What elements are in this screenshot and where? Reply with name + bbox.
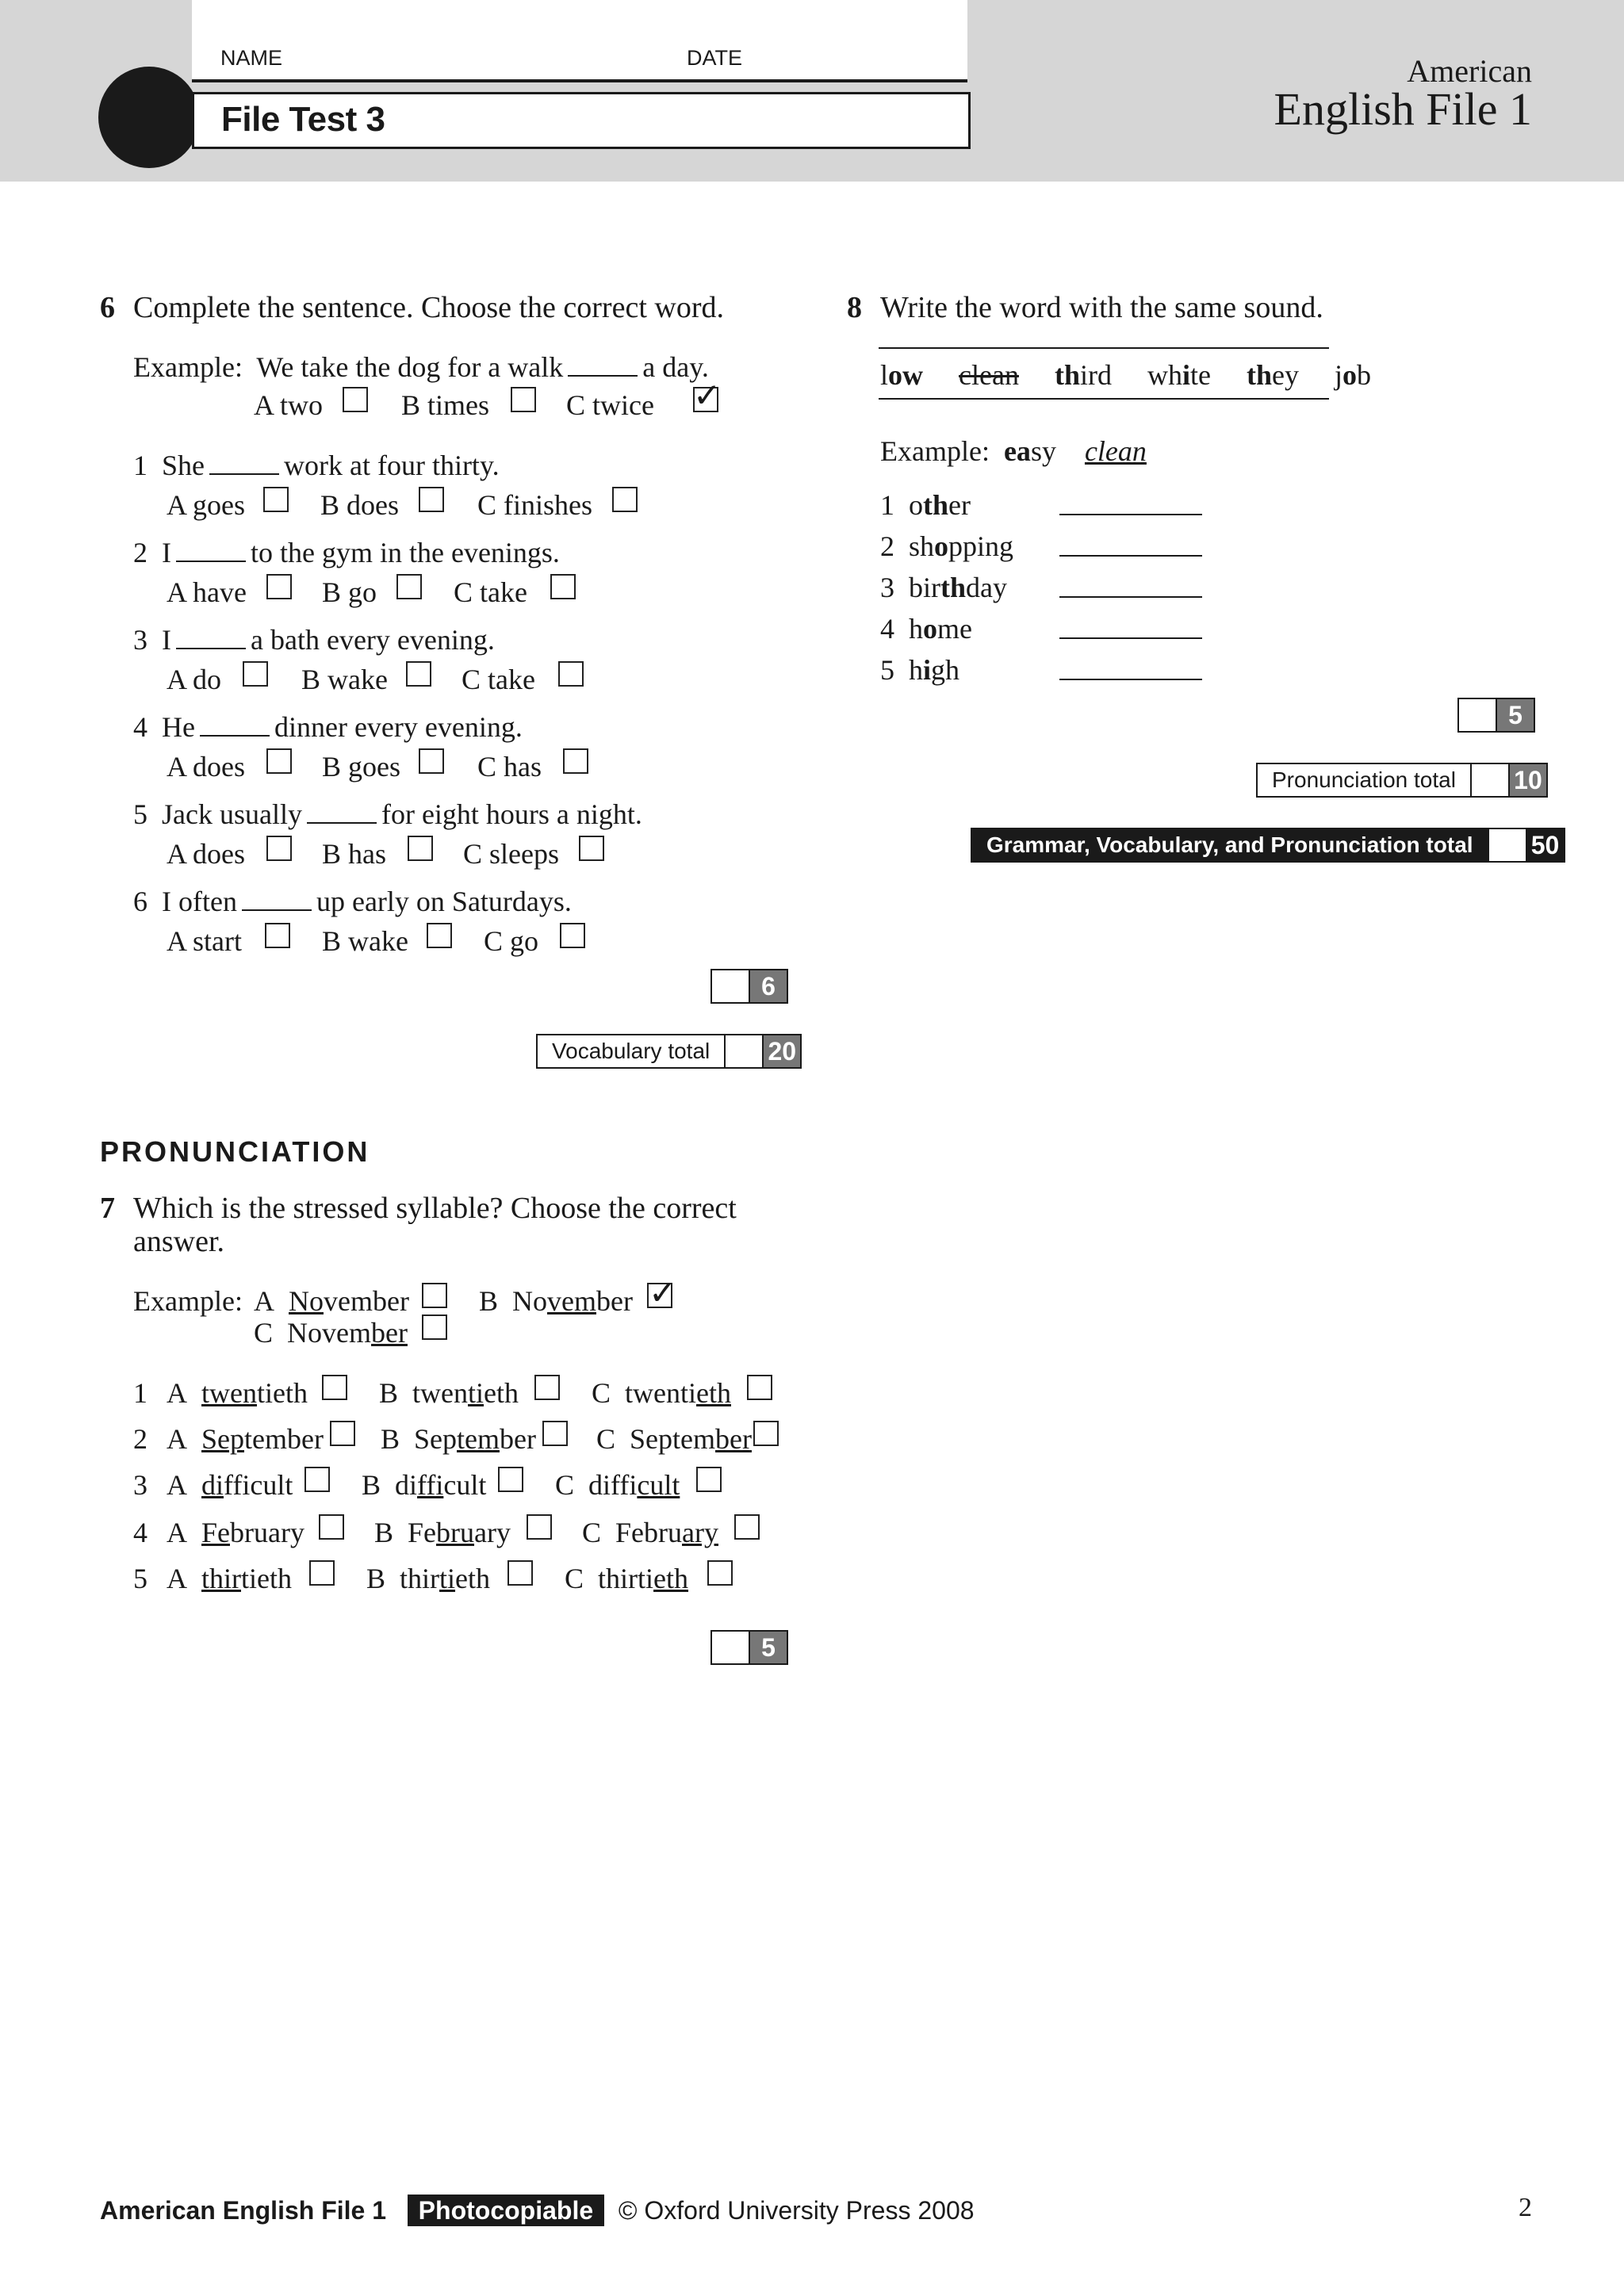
pronunciation-total-value: 10 [1510, 764, 1546, 796]
q8-item-1: 1 other [880, 489, 971, 521]
title-box [192, 92, 971, 149]
score-entry[interactable] [712, 1632, 750, 1663]
name-label: NAME [220, 46, 283, 70]
answer-blank [568, 375, 638, 377]
q6-item-6-option-c: C go [484, 925, 539, 957]
word-box-item: job [1334, 359, 1371, 391]
q7-item-1-option-a: A twentieth [167, 1377, 308, 1409]
q6-item-2-option-b: B go [322, 576, 377, 608]
q7-item-1-number: 1 [133, 1377, 147, 1409]
q7-item-1-option-b: B twentieth [379, 1377, 519, 1409]
word-box-item: white [1147, 359, 1211, 391]
q6-item-2-option-c: C take [454, 576, 527, 608]
q7-example-option-a: A November [254, 1285, 409, 1317]
q6-item-6-checkbox-b[interactable] [427, 923, 452, 948]
q7-item-1-checkbox-a[interactable] [322, 1375, 347, 1400]
q6-item-6-checkbox-a[interactable] [265, 923, 290, 948]
q7-instruction-line2: answer. [133, 1225, 225, 1258]
q7-number: 7 [100, 1192, 115, 1225]
q7-item-2-option-a: A September [167, 1423, 324, 1455]
q6-item-2-checkbox-a[interactable] [266, 574, 292, 599]
q6-item-6-checkbox-c[interactable] [560, 923, 585, 948]
q7-item-5-option-c: C thirtieth [565, 1563, 689, 1594]
footer [100, 2196, 975, 2225]
q7-example-checkbox-c[interactable] [422, 1314, 447, 1340]
q6-example-option-a: A two [254, 389, 324, 421]
q6-item-2-checkbox-c[interactable] [550, 574, 576, 599]
example-before: We take the dog for a walk [256, 351, 564, 383]
q7-item-3-number: 3 [133, 1469, 147, 1501]
q8-score-box [1457, 698, 1535, 733]
q8-example-answer: clean [1084, 435, 1147, 467]
brand-line2: English File 1 [1274, 83, 1532, 135]
q6-item-3-checkbox-b[interactable] [406, 661, 431, 687]
q8-example: Example: easy clean [880, 435, 1147, 467]
word-box-top-rule [879, 347, 1329, 349]
q6-instruction: Complete the sentence. Choose the correct word. [133, 291, 724, 324]
q7-item-5-option-b: B thirtieth [366, 1563, 491, 1594]
check-mark-icon: ✓ [649, 1273, 677, 1312]
grand-total-label: Grammar, Vocabulary, and Pronunciation total [972, 829, 1489, 861]
q7-item-4-option-b: B February [374, 1517, 511, 1548]
score-value: 5 [750, 1632, 787, 1663]
q6-item-5: 5 Jack usually for eight hours a night. [133, 798, 642, 830]
q8-item-5-answer-line[interactable] [1059, 679, 1202, 680]
q6-item-3-option-c: C take [462, 664, 535, 695]
q7-item-3-option-b: B difficult [362, 1469, 487, 1501]
q7-score-box [710, 1630, 788, 1665]
q7-item-1-option-c: C twentieth [592, 1377, 731, 1409]
q7-item-2-option-c: C September [596, 1423, 752, 1455]
q6-item-6: 6 I often up early on Saturdays. [133, 886, 572, 917]
brand-line1: American [1407, 53, 1532, 89]
word-box-item: low [880, 359, 924, 391]
check-mark-icon: ✓ [693, 376, 722, 415]
q8-item-5: 5 high [880, 654, 960, 686]
page-title: File Test 3 [221, 100, 385, 139]
q6-item-3-option-b: B wake [301, 664, 388, 695]
word-box-bottom-rule [879, 398, 1329, 400]
score-entry[interactable] [1459, 699, 1497, 731]
q8-number: 8 [847, 291, 862, 324]
q7-item-3-checkbox-c[interactable] [696, 1467, 722, 1492]
photocopiable-badge: Photocopiable [408, 2195, 604, 2226]
q8-item-4: 4 home [880, 613, 972, 645]
q6-item-1-checkbox-b[interactable] [419, 487, 444, 512]
q6-item-4-checkbox-a[interactable] [266, 748, 292, 774]
q6-item-3-checkbox-a[interactable] [243, 661, 268, 687]
q6-item-1-checkbox-a[interactable] [263, 487, 289, 512]
q6-item-5-option-a: A does [167, 838, 245, 870]
date-label: DATE [687, 46, 743, 70]
q6-item-4-checkbox-b[interactable] [419, 748, 444, 774]
q7-item-5-checkbox-b[interactable] [508, 1560, 533, 1586]
q6-item-4-option-b: B goes [322, 751, 400, 783]
example-after: a day. [642, 351, 709, 383]
q7-item-3-option-a: A difficult [167, 1469, 293, 1501]
q6-example [133, 350, 709, 384]
score-entry[interactable] [712, 970, 750, 1002]
q7-example-checkbox-a[interactable] [422, 1283, 447, 1308]
q6-item-5-checkbox-b[interactable] [408, 836, 433, 861]
q6-item-1-option-a: A goes [167, 489, 245, 521]
q7-item-4-checkbox-c[interactable] [734, 1514, 760, 1540]
q6-item-6-option-b: B wake [322, 925, 408, 957]
grand-total-value: 50 [1527, 829, 1564, 861]
q6-item-1-option-c: C finishes [477, 489, 593, 521]
word-box-item: third [1054, 359, 1112, 391]
q7-item-4-number: 4 [133, 1517, 147, 1548]
q7-item-4-checkbox-b[interactable] [527, 1514, 552, 1540]
q7-item-1-checkbox-c[interactable] [747, 1375, 772, 1400]
vocabulary-total-entry[interactable] [726, 1035, 764, 1067]
vocabulary-total-label: Vocabulary total [538, 1035, 726, 1067]
q6-example-option-c: C twice [566, 389, 654, 421]
vocabulary-total-value: 20 [764, 1035, 800, 1067]
q6-item-1-option-b: B does [320, 489, 399, 521]
q8-item-2-answer-line[interactable] [1059, 555, 1202, 557]
q7-item-2-number: 2 [133, 1423, 147, 1455]
q6-item-5-checkbox-c[interactable] [579, 836, 604, 861]
q6-item-1: 1 She work at four thirty. [133, 450, 500, 481]
q7-item-5-checkbox-c[interactable] [707, 1560, 733, 1586]
vocabulary-total-box [536, 1034, 802, 1069]
pronunciation-total-box [1256, 763, 1548, 798]
q6-item-1-checkbox-c[interactable] [612, 487, 638, 512]
q7-item-4-option-a: A February [167, 1517, 304, 1548]
q6-item-5-option-b: B has [322, 838, 386, 870]
q6-item-2: 2 I to the gym in the evenings. [133, 537, 560, 568]
q6-item-3-option-a: A do [167, 664, 222, 695]
word-box-item: they [1246, 359, 1299, 391]
q7-example-option-c: C November [254, 1317, 408, 1349]
q6-item-4-option-c: C has [477, 751, 542, 783]
q6-item-2-option-a: A have [167, 576, 247, 608]
q6-item-5-checkbox-a[interactable] [266, 836, 292, 861]
q7-item-5-checkbox-a[interactable] [309, 1560, 335, 1586]
q6-item-5-option-c: C sleeps [463, 838, 559, 870]
q8-item-4-answer-line[interactable] [1059, 637, 1202, 639]
q7-item-1-checkbox-b[interactable] [534, 1375, 560, 1400]
page-number: 2 [1519, 2193, 1532, 2222]
score-value: 6 [750, 970, 787, 1002]
q6-example-checkbox-a[interactable] [343, 387, 368, 412]
q6-item-6-option-a: A start [167, 925, 242, 957]
q7-item-2-option-b: B September [381, 1423, 536, 1455]
q7-item-4-checkbox-a[interactable] [319, 1514, 344, 1540]
q7-example-label: Example: [133, 1285, 243, 1317]
q6-example-option-b: B times [401, 389, 490, 421]
q6-item-3-checkbox-c[interactable] [558, 661, 584, 687]
q8-item-1-answer-line[interactable] [1059, 514, 1202, 515]
word-box-item-crossed: clean [959, 359, 1019, 391]
q6-example-checkbox-b[interactable] [511, 387, 536, 412]
header-circle [98, 67, 200, 168]
q7-item-2-checkbox-a[interactable] [330, 1421, 355, 1446]
q7-item-2-checkbox-b[interactable] [542, 1421, 568, 1446]
q7-item-5-option-a: A thirtieth [167, 1563, 292, 1594]
q6-score-box [710, 969, 788, 1004]
q6-item-4-checkbox-c[interactable] [563, 748, 588, 774]
q6-item-4: 4 He dinner every evening. [133, 711, 523, 743]
q7-example-option-b: B November [479, 1285, 633, 1317]
footer-copyright: © Oxford University Press 2008 [618, 2196, 975, 2225]
example-label: Example: [133, 351, 243, 383]
pronunciation-total-entry[interactable] [1472, 764, 1510, 796]
q6-item-2-checkbox-b[interactable] [396, 574, 422, 599]
q8-item-3: 3 birthday [880, 572, 1007, 603]
q7-item-3-checkbox-a[interactable] [304, 1467, 330, 1492]
q8-instruction: Write the word with the same sound. [880, 291, 1323, 324]
pronunciation-total-label: Pronunciation total [1258, 764, 1472, 796]
grand-total-box [971, 828, 1565, 863]
q7-item-5-number: 5 [133, 1563, 147, 1594]
q6-item-3: 3 I a bath every evening. [133, 624, 495, 656]
q7-item-2-checkbox-c[interactable] [753, 1421, 779, 1446]
word-box [880, 358, 1371, 392]
q7-instruction-line1: Which is the stressed syllable? Choose the correct [133, 1192, 737, 1225]
name-date-panel [192, 0, 967, 82]
grand-total-entry[interactable] [1489, 829, 1527, 861]
footer-book-title: American English File 1 [100, 2196, 386, 2225]
q7-item-3-checkbox-b[interactable] [498, 1467, 523, 1492]
q6-item-4-option-a: A does [167, 751, 245, 783]
q8-item-2: 2 shopping [880, 530, 1014, 562]
q8-item-3-answer-line[interactable] [1059, 596, 1202, 598]
q7-item-3-option-c: C difficult [555, 1469, 680, 1501]
section-heading: PRONUNCIATION [100, 1135, 370, 1168]
q6-number: 6 [100, 291, 115, 324]
score-value: 5 [1497, 699, 1534, 731]
q7-item-4-option-c: C February [582, 1517, 718, 1548]
